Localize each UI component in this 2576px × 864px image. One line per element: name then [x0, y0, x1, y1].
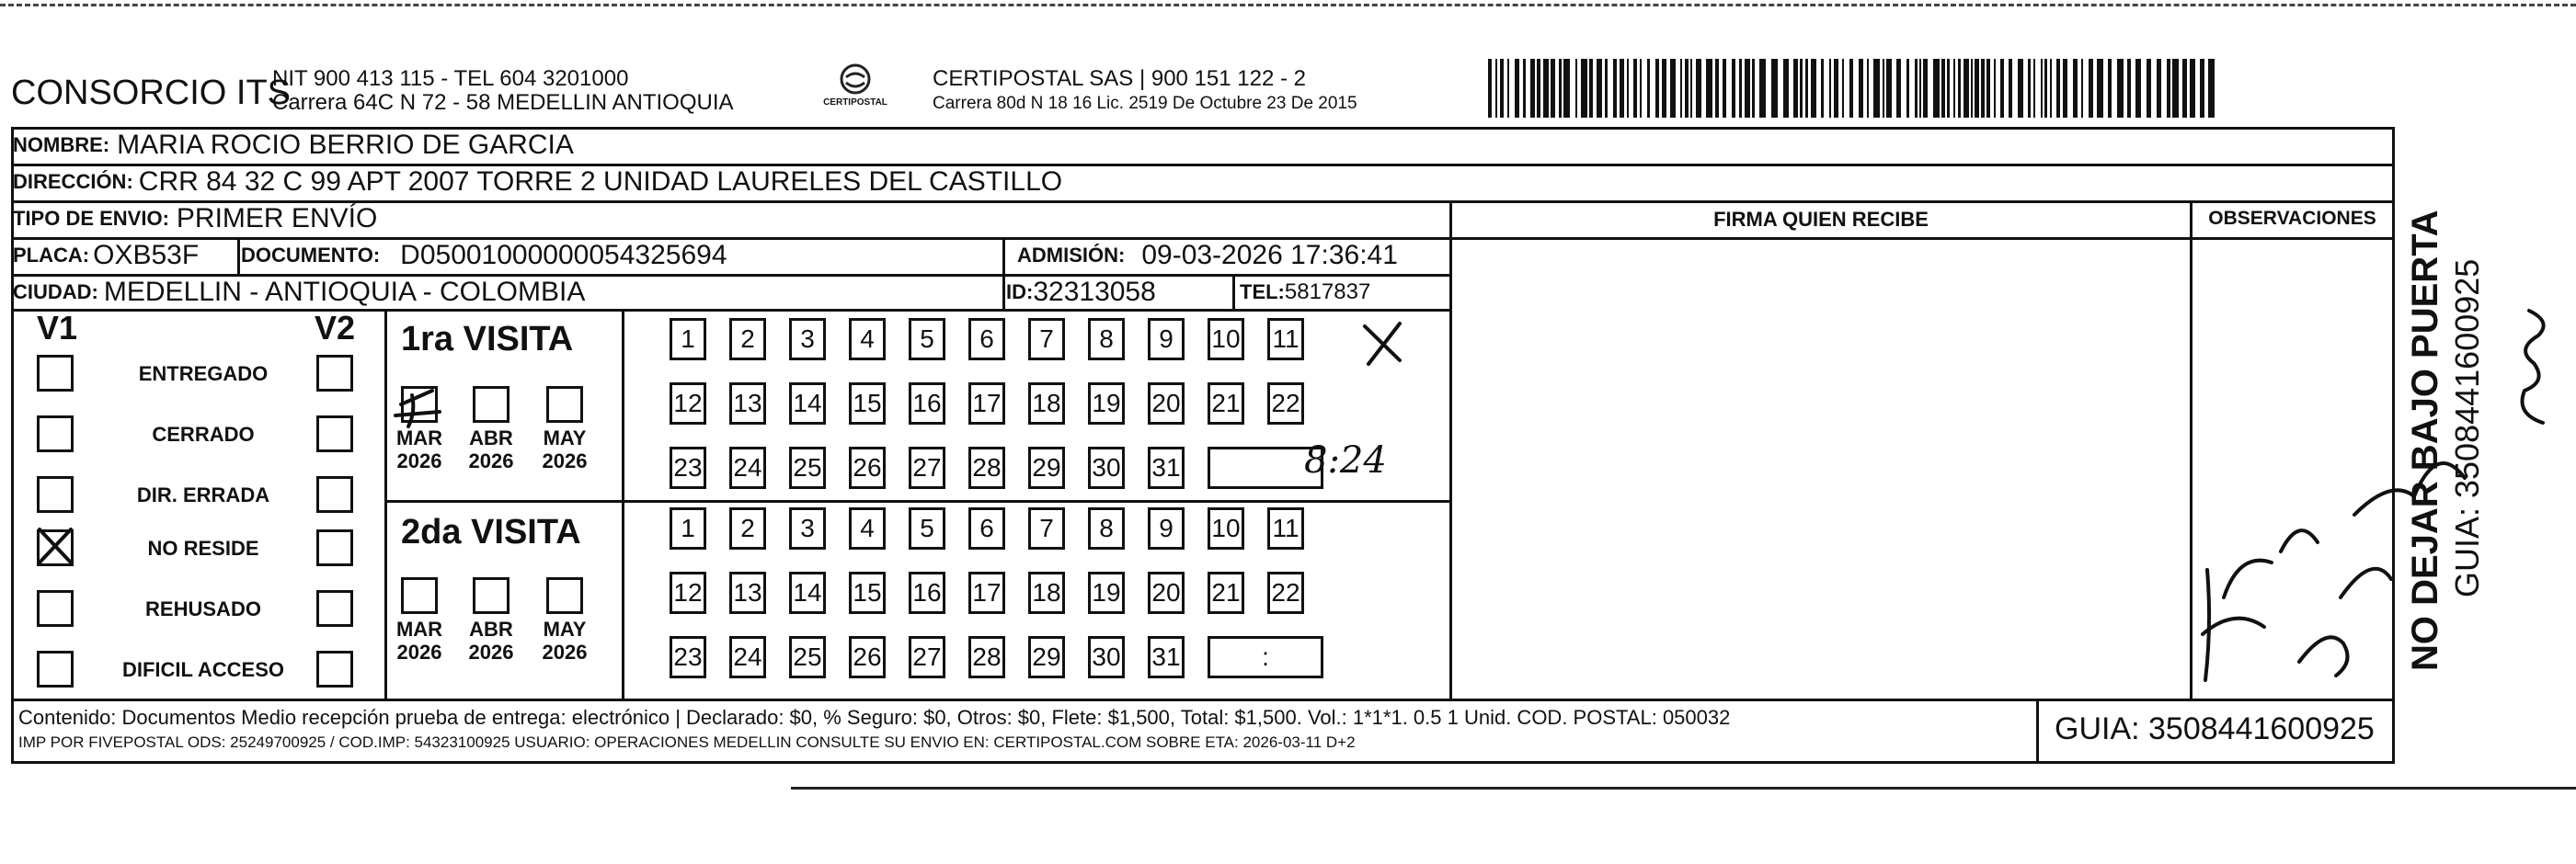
month-year: 2026 [396, 449, 442, 472]
first-day-box[interactable]: 31 [1148, 447, 1185, 489]
status-label: DIR. ERRADA [136, 483, 270, 506]
second-visit-title: 2da VISITA [401, 513, 581, 551]
carrier-line: CERTIPOSTAL SAS | 900 151 122 - 2 [933, 66, 1306, 91]
second-day-box[interactable]: 28 [968, 636, 1005, 678]
first-day-box[interactable]: 22 [1267, 382, 1304, 425]
id-label: ID: [1006, 280, 1034, 303]
first-day-box[interactable]: 1 [670, 318, 706, 360]
first-day-box[interactable]: 25 [789, 447, 826, 489]
second-day-box[interactable]: 27 [909, 636, 945, 678]
second-day-box[interactable]: 7 [1028, 507, 1065, 550]
second-day-box[interactable]: 13 [729, 572, 766, 614]
second-day-box[interactable]: 24 [729, 636, 766, 678]
firma-label: FIRMA QUIEN RECIBE [1713, 208, 1929, 231]
month-name: MAR [395, 618, 443, 641]
x-mark-icon [1365, 324, 1400, 364]
first-day-box[interactable]: 5 [909, 318, 945, 360]
first-day-box[interactable]: 18 [1028, 382, 1065, 425]
direccion-value: CRR 84 32 C 99 APT 2007 TORRE 2 UNIDAD LAURELES DEL CASTILLO [138, 166, 1063, 197]
second-day-box[interactable]: 21 [1208, 572, 1244, 614]
first-day-box[interactable]: 11 [1267, 318, 1304, 360]
placa-label: PLACA: [13, 244, 90, 267]
side-handwriting-icon [2497, 303, 2561, 432]
second-day-box[interactable]: 31 [1148, 636, 1185, 678]
month-year: 2026 [468, 641, 514, 664]
admision-value: 09-03-2026 17:36:41 [1141, 240, 1398, 270]
second-day-box[interactable]: 14 [789, 572, 826, 614]
first-visit-title: 1ra VISITA [401, 320, 574, 358]
first-day-box[interactable]: 27 [909, 447, 945, 489]
company-address: Carrera 64C N 72 - 58 MEDELLIN ANTIOQUIA [272, 90, 734, 115]
x-mark-icon [40, 529, 71, 563]
side-notice: NO DEJAR BAJO PUERTA [2405, 210, 2445, 671]
first-day-box[interactable]: 15 [849, 382, 886, 425]
nombre-label: NOMBRE: [13, 133, 110, 156]
first-day-box[interactable]: 19 [1088, 382, 1125, 425]
check-mark-icon [395, 391, 440, 426]
observaciones-label: OBSERVACIONES [2208, 208, 2376, 229]
second-day-box[interactable]: 5 [909, 507, 945, 550]
month-name: ABR [469, 618, 513, 641]
first-day-box[interactable]: 12 [670, 382, 706, 425]
status-label: NO RESIDE [147, 537, 259, 560]
second-day-box[interactable]: 9 [1148, 507, 1185, 550]
documento-label: DOCUMENTO: [241, 244, 381, 267]
second-day-box[interactable]: 15 [849, 572, 886, 614]
footer-guia: GUIA: 3508441600925 [2055, 711, 2375, 746]
first-day-box[interactable]: 23 [670, 447, 706, 489]
handwritten-time: 8:24 [1304, 439, 1387, 482]
tipo-value: PRIMER ENVÍO [176, 203, 378, 233]
status-label: DIFICIL ACCESO [121, 658, 284, 681]
status-label: ENTREGADO [138, 362, 269, 385]
second-day-box[interactable]: 23 [670, 636, 706, 678]
company-nit: NIT 900 413 115 - TEL 604 3201000 [272, 66, 629, 91]
second-day-box[interactable]: 1 [670, 507, 706, 550]
second-day-box[interactable]: 8 [1088, 507, 1125, 550]
first-day-box[interactable]: 28 [968, 447, 1005, 489]
first-day-box[interactable]: 13 [729, 382, 766, 425]
first-day-box[interactable]: 10 [1208, 318, 1244, 360]
month-year: 2026 [542, 449, 588, 472]
tel-label: TEL: [1240, 280, 1285, 303]
first-day-box[interactable]: 20 [1148, 382, 1185, 425]
month-name: MAY [543, 618, 587, 641]
v2-header: V2 [315, 309, 356, 347]
second-day-box[interactable]: 30 [1088, 636, 1125, 678]
second-day-box[interactable]: 3 [789, 507, 826, 550]
first-day-box[interactable]: 16 [909, 382, 945, 425]
first-day-box[interactable]: 30 [1088, 447, 1125, 489]
first-day-box[interactable]: 9 [1148, 318, 1185, 360]
placa-value: OXB53F [93, 240, 200, 270]
first-day-box[interactable]: 6 [968, 318, 1005, 360]
second-day-box[interactable]: 18 [1028, 572, 1065, 614]
ciudad-value: MEDELLIN - ANTIOQUIA - COLOMBIA [103, 277, 586, 307]
v1-header: V1 [37, 309, 78, 347]
second-day-box[interactable]: 11 [1267, 507, 1304, 550]
first-day-box[interactable]: 14 [789, 382, 826, 425]
month-name: MAY [543, 426, 587, 449]
second-day-box[interactable]: 2 [729, 507, 766, 550]
second-day-box[interactable]: 20 [1148, 572, 1185, 614]
license-line: Carrera 80d N 18 16 Lic. 2519 De Octubre 23 De 2015 [933, 94, 1357, 113]
status-label: CERRADO [152, 423, 255, 446]
first-day-box[interactable]: 29 [1028, 447, 1065, 489]
first-day-box[interactable]: 24 [729, 447, 766, 489]
first-day-box[interactable]: 2 [729, 318, 766, 360]
second-day-box[interactable]: 22 [1267, 572, 1304, 614]
footer-contenido: Contenido: Documentos Medio recepción prueba de entrega: electrónico | Declarado: $0, % Seguro: $0, Otros: $0, Flete: $1,500, Total: $1,500. Vol.: 1*1*1. 0.5 1 Unid. COD. POSTAL: 050032 [18, 706, 1731, 729]
second-day-box[interactable]: 17 [968, 572, 1005, 614]
second-day-box[interactable]: 6 [968, 507, 1005, 550]
side-guia: GUIA: 3508441600925 [2448, 258, 2486, 597]
month-name: MAR [395, 426, 443, 449]
tipo-label: TIPO DE ENVIO: [13, 207, 169, 230]
second-day-box[interactable]: 4 [849, 507, 886, 550]
status-label: REHUSADO [145, 597, 261, 620]
first-day-box[interactable]: 4 [849, 318, 886, 360]
cut-line-bottom [791, 787, 2576, 790]
company-name: CONSORCIO ITS [11, 74, 292, 112]
second-day-box[interactable]: 10 [1208, 507, 1244, 550]
month-name: ABR [469, 426, 513, 449]
month-year: 2026 [396, 641, 442, 664]
admision-label: ADMISIÓN: [1017, 244, 1126, 267]
first-day-box[interactable]: 3 [789, 318, 826, 360]
month-year: 2026 [542, 641, 588, 664]
first-day-box[interactable]: 17 [968, 382, 1005, 425]
second-day-box[interactable]: 29 [1028, 636, 1065, 678]
documento-value: D05001000000054325694 [400, 240, 727, 270]
first-day-box[interactable]: 26 [849, 447, 886, 489]
second-day-box[interactable]: 12 [670, 572, 706, 614]
footer-imp: IMP POR FIVEPOSTAL ODS: 25249700925 / COD.IMP: 54323100925 USUARIO: OPERACIONES MEDELLIN CONSULTE SU ENVIO EN: CERTIPOSTAL.COM SOBRE ETA: 2026-03-11 D+2 [18, 733, 1356, 751]
second-day-box[interactable]: 26 [849, 636, 886, 678]
second-day-box[interactable]: 16 [909, 572, 945, 614]
direccion-label: DIRECCIÓN: [13, 170, 133, 193]
second-day-box[interactable]: 25 [789, 636, 826, 678]
nombre-value: MARIA ROCIO BERRIO DE GARCIA [117, 130, 574, 160]
month-year: 2026 [468, 449, 514, 472]
id-value: 32313058 [1033, 277, 1156, 307]
second-day-box[interactable]: 19 [1088, 572, 1125, 614]
second-time-box[interactable]: : [1208, 636, 1323, 678]
first-day-box[interactable]: 7 [1028, 318, 1065, 360]
logo-text: CERTIPOSTAL [823, 97, 887, 108]
first-day-box[interactable]: 21 [1208, 382, 1244, 425]
tel-value: 5817837 [1284, 279, 1371, 304]
first-day-box[interactable]: 8 [1088, 318, 1125, 360]
ciudad-label: CIUDAD: [13, 280, 98, 303]
